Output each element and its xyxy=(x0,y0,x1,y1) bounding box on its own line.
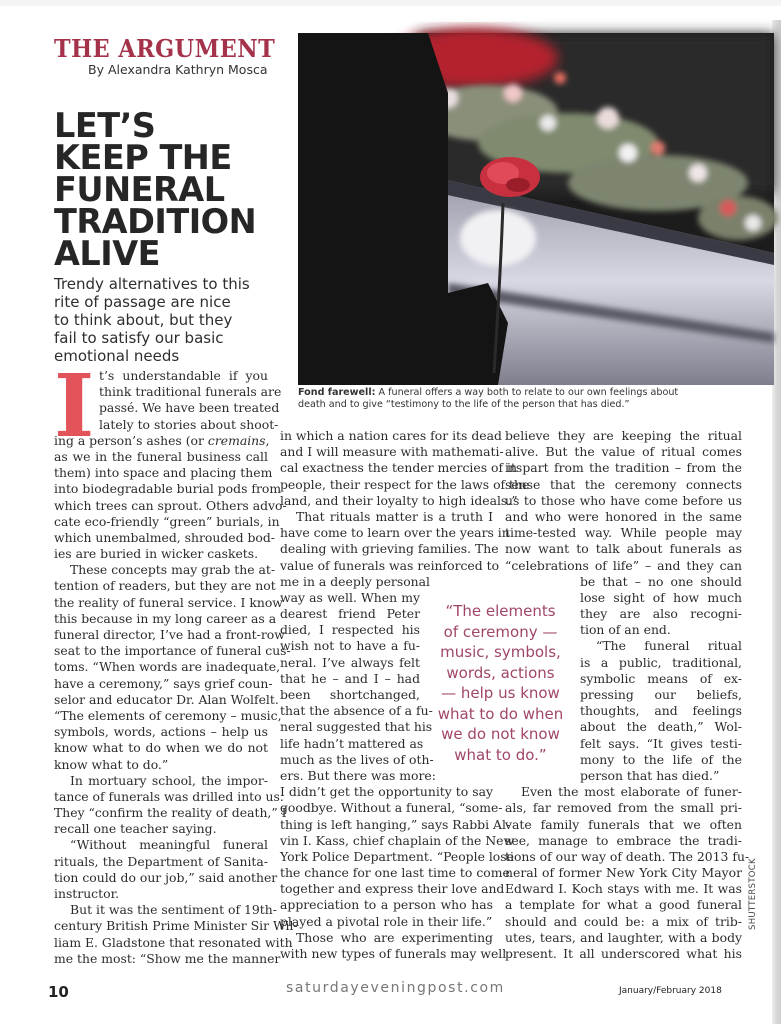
headline-line: ALIVE xyxy=(54,234,161,273)
pullquote-line: we do not know xyxy=(441,725,560,743)
photo-credit: SHUTTERSTOCK xyxy=(748,858,758,930)
body-line: vin I. Kass, chief chaplain of the New xyxy=(280,832,515,848)
body-line: be that – no one should xyxy=(580,573,742,589)
body-line: They “confirm the reality of death,” I xyxy=(54,805,287,821)
body-line: tion could do our job,” said another xyxy=(54,869,278,885)
body-line: alive. But the value of ritual comes xyxy=(505,444,742,460)
body-line: “celebrations of life” – and they can xyxy=(505,557,742,573)
body-line: ers. But there was more: xyxy=(280,767,436,783)
pullquote-line: what to do when xyxy=(437,704,564,723)
body-line: That rituals matter is a truth I xyxy=(296,508,493,524)
body-line: Those who are experimenting xyxy=(296,929,493,945)
photo-illustration xyxy=(298,33,774,385)
pullquote-line: — help us know xyxy=(441,684,560,702)
body-line: vate family funerals that we often xyxy=(505,816,742,832)
dek-line: to think about, but they xyxy=(54,311,233,329)
caption-line xyxy=(298,387,768,399)
body-line: people, their respect for the laws of the xyxy=(280,476,530,492)
body-line: have a ceremony,” says grief coun- xyxy=(54,675,273,691)
body-line: cate eco-friendly “green” burials, in xyxy=(54,513,280,529)
body-line: in which a nation cares for its dead xyxy=(280,428,502,443)
body-line: the reality of funeral service. I know xyxy=(54,594,283,610)
body-line: ing a person’s ashes (or cremains, xyxy=(54,432,270,448)
body-line: “The funeral ritual xyxy=(596,638,742,654)
pull-quote xyxy=(428,601,573,765)
body-line: pressing our beliefs, xyxy=(580,687,742,702)
body-line: lately to stories about shoot- xyxy=(99,416,279,432)
body-line: is a public, traditional, xyxy=(580,654,742,670)
body-line: selor and educator Dr. Alan Wolfelt. xyxy=(54,691,279,707)
pullquote-line: of ceremony — xyxy=(443,622,558,641)
body-line: me in a deeply personal xyxy=(280,573,430,589)
section-kicker: THE ARGUMENT xyxy=(54,34,276,63)
dek-line: emotional needs xyxy=(54,347,180,365)
body-line: tion of an end. xyxy=(580,622,671,638)
rose-on-casket-photo xyxy=(298,33,774,385)
pullquote-line: music, symbols, xyxy=(440,643,561,661)
body-line: which unembalmed, shrouded bod- xyxy=(54,529,275,545)
body-line: us to those who have come before us xyxy=(505,492,742,508)
body-line: been shortchanged, xyxy=(280,687,420,702)
body-line: Edward I. Koch stays with me. It was xyxy=(505,881,742,897)
dek-line: Trendy alternatives to this xyxy=(54,275,250,293)
caption-line: death and to give “testimony to the life of the person that has died.” xyxy=(298,398,630,410)
body-line: neral. I’ve always felt xyxy=(280,654,420,670)
body-line: person that has died.” xyxy=(580,767,720,783)
body-line: recall one teacher saying. xyxy=(54,821,217,837)
body-line: These concepts may grab the at- xyxy=(70,562,276,578)
body-line: tions of our way of death. The 2013 fu- xyxy=(505,848,750,864)
issue-date: January/February 2018 xyxy=(619,986,722,996)
pullquote-line: words, actions xyxy=(446,663,555,682)
body-line: and who were honored in the same xyxy=(505,508,742,524)
body-line: life hadn’t mattered as xyxy=(280,735,424,751)
body-line: ies are buried in wicker caskets. xyxy=(54,546,259,562)
body-line: neral of former New York City Mayor xyxy=(505,865,742,881)
body-line: them) into space and placing them xyxy=(54,465,273,481)
dek-subtitle xyxy=(54,275,284,365)
body-line: they are also recogni- xyxy=(580,606,742,622)
body-line: in part from the tradition – from the xyxy=(505,460,742,476)
body-line: seat to the importance of funeral cus- xyxy=(54,643,291,659)
body-line: felt says. “It gives testi- xyxy=(580,735,742,751)
body-line: passé. We have been treated xyxy=(99,400,280,416)
body-line: land, and their loyalty to high ideals.” xyxy=(280,492,518,508)
body-line: with new types of funerals may well xyxy=(280,946,507,961)
caption-text: A funeral offers a way both to relate to our own feelings about xyxy=(375,387,679,398)
body-line: rituals, the Department of Sanita- xyxy=(54,853,268,869)
page-top-edge xyxy=(0,0,781,6)
body-line: much as the lives of oth- xyxy=(280,751,434,767)
body-line: symbols, words, actions – help us xyxy=(54,724,268,740)
body-line: now want to talk about funerals as xyxy=(505,541,742,557)
body-line: see, manage to embrace the tradi- xyxy=(505,832,742,848)
caption-label: Fond farewell: xyxy=(298,387,376,398)
body-line: value of funerals was reinforced to xyxy=(280,557,500,573)
body-line: thoughts, and feelings xyxy=(580,703,742,719)
body-line: into biodegradable burial pods from xyxy=(54,481,282,497)
body-line: thing is left hanging,” says Rabbi Al- xyxy=(280,816,511,832)
body-line: that the absence of a fu- xyxy=(280,703,433,719)
body-line: toms. “When words are inadequate, xyxy=(54,659,281,675)
body-line: a template for what a good funeral xyxy=(505,897,742,913)
body-line: symbolic means of ex- xyxy=(580,670,742,686)
body-line: York Police Department. “People lose xyxy=(280,848,514,864)
body-line: In mortuary school, the impor- xyxy=(70,772,268,788)
body-line: and I will measure with mathemati- xyxy=(280,444,504,460)
body-line: should and could be: a mix of trib- xyxy=(505,913,742,929)
body-line: cal exactness the tender mercies of its xyxy=(280,460,523,476)
body-line: time-tested way. While people may xyxy=(505,525,742,541)
body-line: funeral director, I’ve had a front-row xyxy=(54,627,285,642)
body-line: about the death,” Wol- xyxy=(580,719,742,735)
headline-line: FUNERAL xyxy=(54,170,225,209)
body-line: tance of funerals was drilled into us. xyxy=(54,788,284,804)
body-line: way as well. When my xyxy=(280,589,420,605)
body-line: dearest friend Peter xyxy=(280,606,420,622)
body-line: “The elements of ceremony – music, xyxy=(54,707,282,723)
body-line: together and express their love and xyxy=(280,881,505,897)
body-line: mony to the life of the xyxy=(580,751,742,767)
body-line: neral suggested that his xyxy=(280,719,433,735)
body-line: But it was the sentiment of 19th- xyxy=(70,902,277,918)
dek-line: rite of passage are nice xyxy=(54,293,231,311)
body-line: died, I respected his xyxy=(280,622,420,638)
photo-caption xyxy=(298,387,768,410)
body-line: played a pivotal role in their life.” xyxy=(280,913,493,929)
italic-term: cremains xyxy=(207,432,266,448)
body-line: lose sight of how much xyxy=(580,589,742,605)
body-line: utes, tears, and laughter, with a body xyxy=(505,929,742,945)
body-line: dealing with grieving families. The xyxy=(280,541,499,557)
body-line: liam E. Gladstone that resonated with xyxy=(54,934,293,950)
body-line: als, far removed from the small pri- xyxy=(505,800,742,816)
body-line: t’s understandable if you xyxy=(99,368,268,383)
body-line: know what to do when we do not xyxy=(54,740,268,756)
page-number: 10 xyxy=(48,983,69,1001)
dek-line: fail to satisfy our basic xyxy=(54,329,224,347)
body-line: appreciation to a person who has xyxy=(280,897,493,913)
headline-line: TRADITION xyxy=(54,202,257,241)
body-line: Even the most elaborate of funer- xyxy=(521,784,742,800)
body-line: goodbye. Without a funeral, “some- xyxy=(280,800,503,816)
website-link[interactable]: saturdayeveningpost.com xyxy=(286,980,505,996)
body-line: century British Prime Minister Sir Wil- xyxy=(54,918,298,934)
body-line: tention of readers, but they are not xyxy=(54,578,276,594)
byline: By Alexandra Kathryn Mosca xyxy=(88,62,268,77)
drop-cap: I xyxy=(54,356,95,457)
body-line: as we in the funeral business call xyxy=(54,448,268,464)
body-line: instructor. xyxy=(54,886,120,901)
body-line: think traditional funerals are xyxy=(99,384,282,400)
headline-line: LET’S xyxy=(54,106,156,145)
body-line: this because in my long career as a xyxy=(54,610,277,626)
pullquote-line: what to do.” xyxy=(454,745,547,764)
body-line: the chance for one last time to come xyxy=(280,865,510,881)
body-line: that he – and I – had xyxy=(280,670,420,686)
body-line: present. It all underscored what his xyxy=(505,946,742,961)
headline-line: KEEP THE xyxy=(54,138,232,177)
body-line: sense that the ceremony connects xyxy=(505,476,742,492)
headline xyxy=(54,106,284,273)
body-line: believe they are keeping the ritual xyxy=(505,428,742,443)
body-line: me the most: “Show me the manner xyxy=(54,950,281,966)
body-line: know what to do.” xyxy=(54,756,169,772)
body-line: “Without meaningful funeral xyxy=(70,837,268,853)
body-line: wish not to have a fu- xyxy=(280,638,420,654)
body-line: which trees can sprout. Others advo- xyxy=(54,497,287,513)
pullquote-line: “The elements xyxy=(445,602,556,620)
body-line: I didn’t get the opportunity to say xyxy=(280,784,493,800)
body-line: have come to learn over the years in xyxy=(280,525,510,541)
